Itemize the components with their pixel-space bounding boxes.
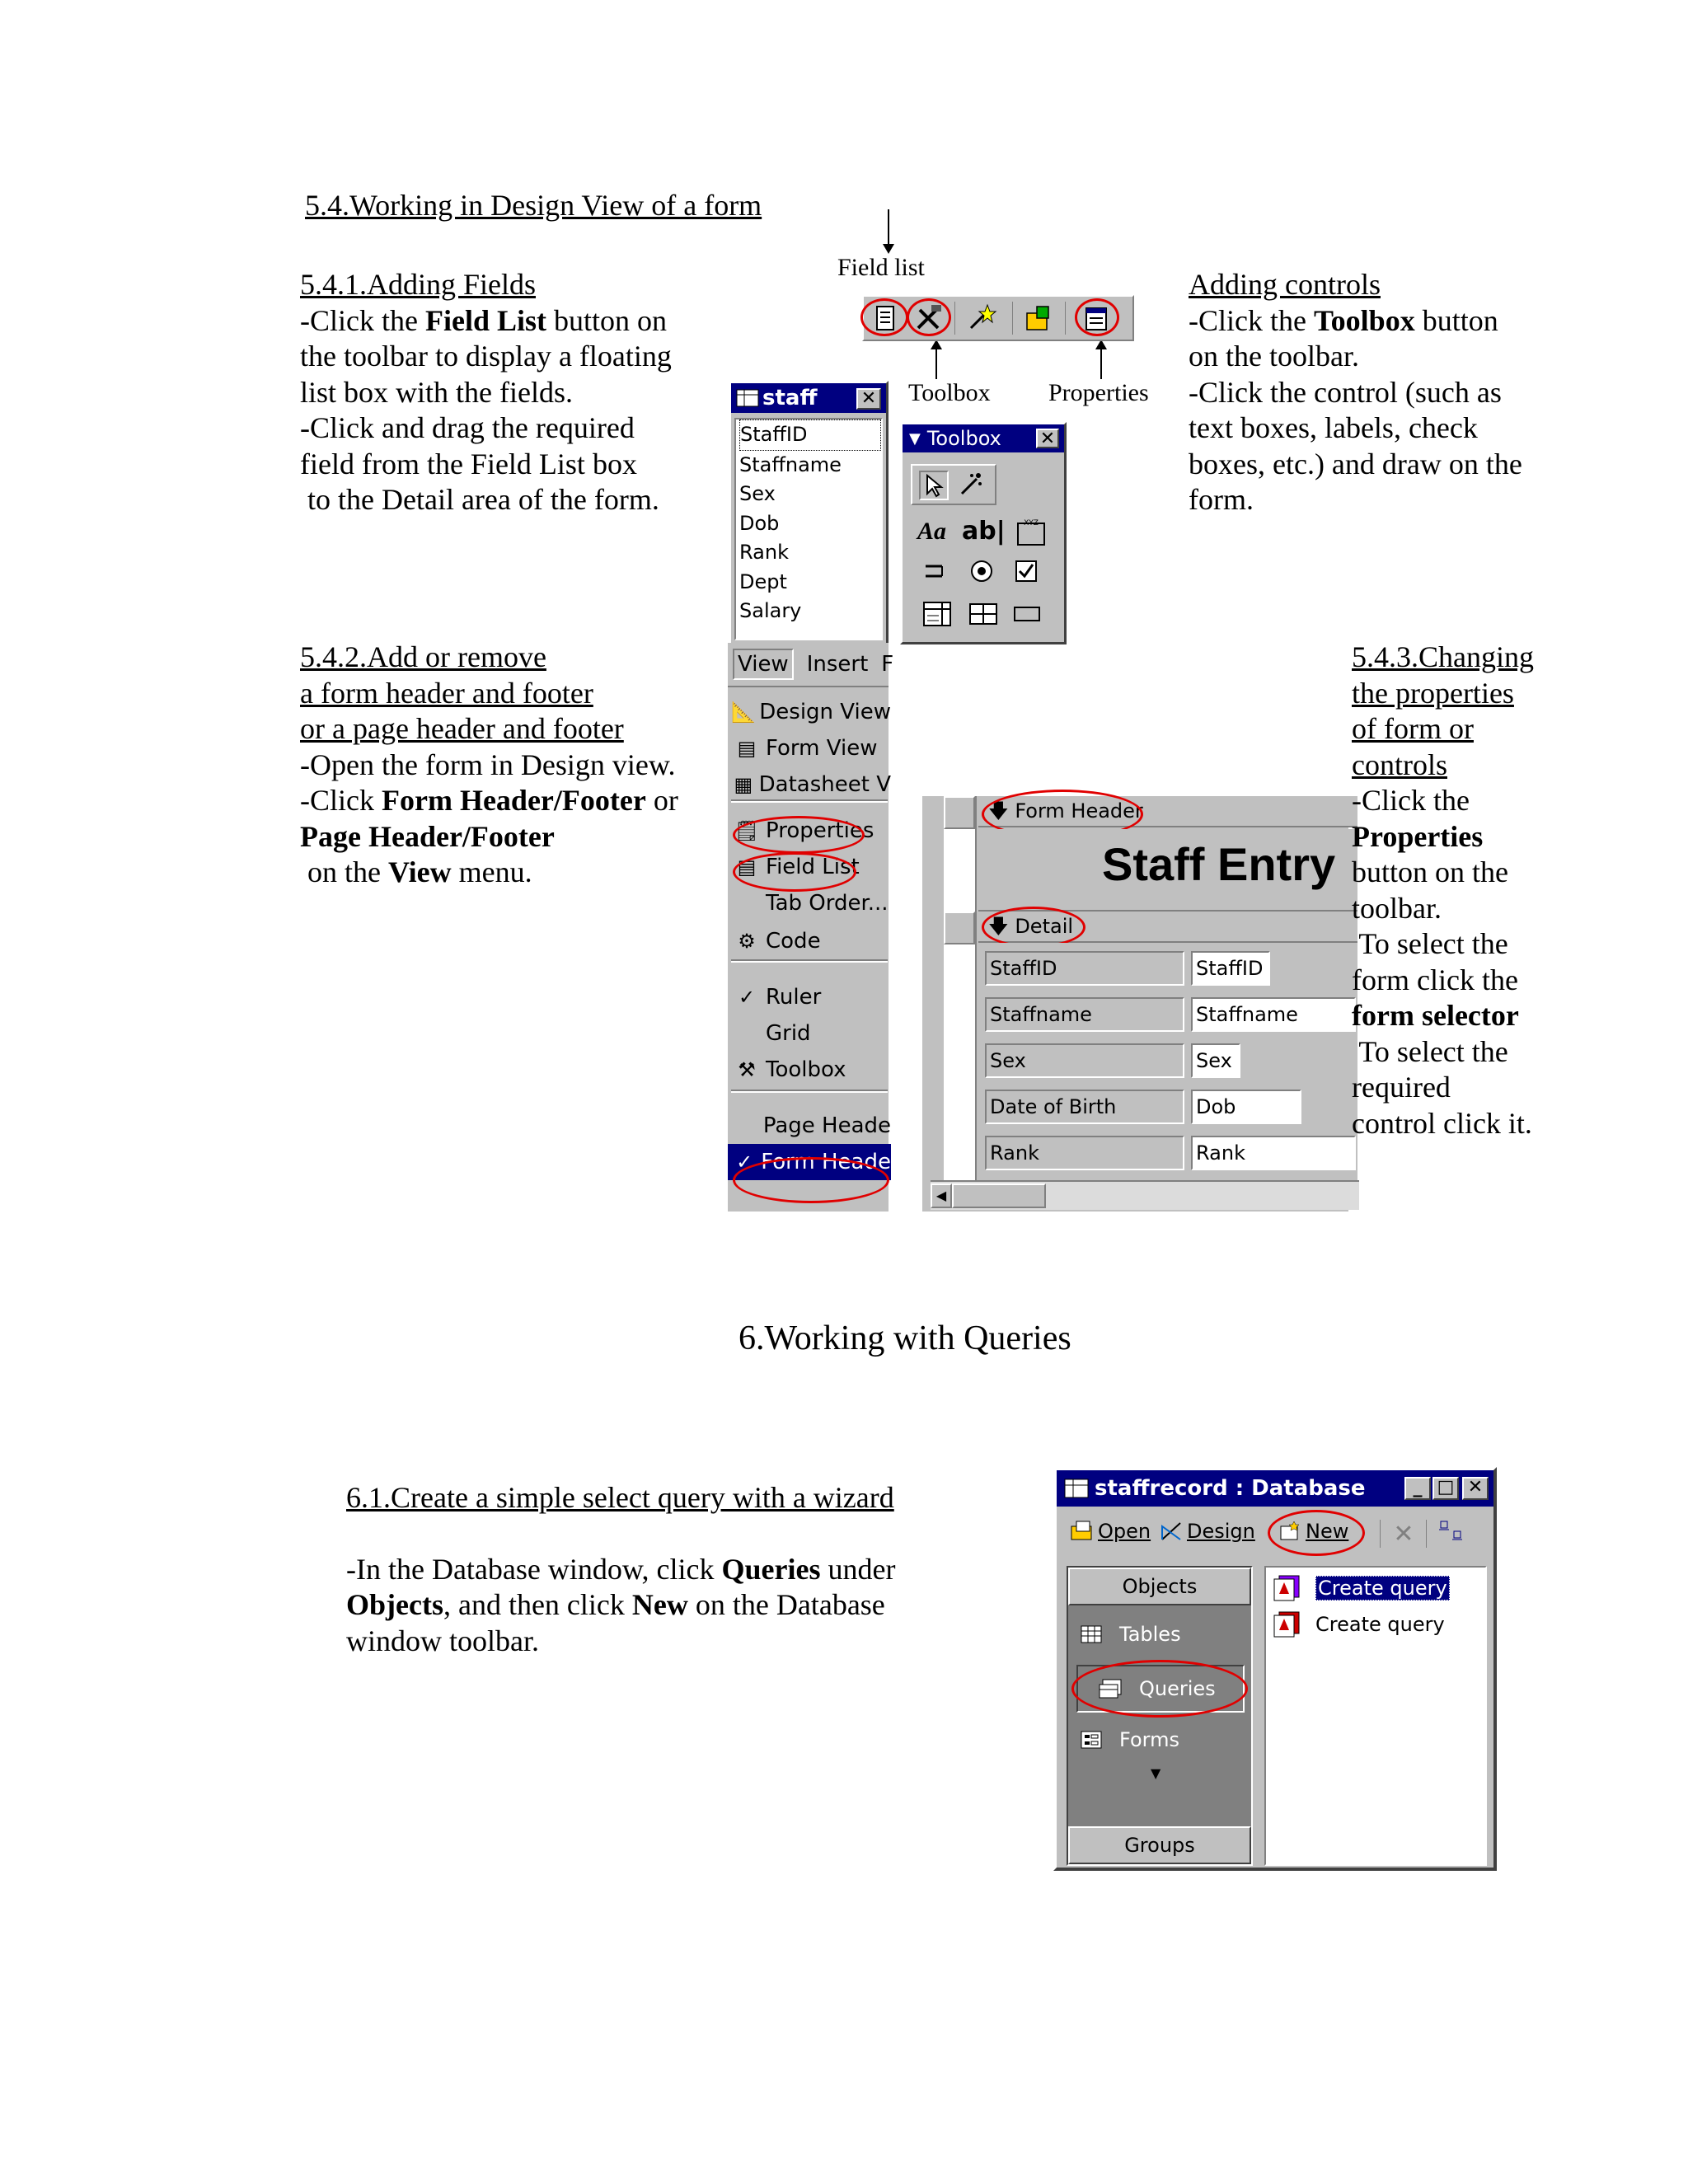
toolbar-separator [1380, 1520, 1381, 1548]
field-list-item[interactable]: Staffname [739, 452, 842, 476]
design-button[interactable]: Design [1159, 1520, 1255, 1543]
menu-item-label: Toolbox [766, 1057, 846, 1082]
horizontal-scrollbar[interactable] [931, 1180, 1359, 1210]
menu-item[interactable] [728, 1015, 891, 1052]
view-icons-icon [1436, 1518, 1469, 1548]
design-icon [1159, 1520, 1184, 1543]
checkbox-icon [1011, 556, 1041, 586]
design-view-icon: 📐 [731, 701, 757, 724]
adding-fields-heading: 5.4.1.Adding Fields [300, 268, 537, 301]
list-box-icon [967, 599, 1000, 629]
form-design-screenshot [920, 796, 1348, 1212]
close-icon: ✕ [1039, 429, 1056, 449]
text-box-control[interactable]: Dob [1191, 1090, 1301, 1124]
code-button[interactable] [1022, 302, 1055, 335]
menu-item-label: Ruler [766, 985, 822, 1010]
autoformat-button[interactable] [964, 302, 997, 335]
code-icon [1022, 302, 1055, 335]
close-icon: ✕ [860, 388, 877, 409]
adding-fields-line: -Click the Field List button on [300, 303, 667, 337]
control-wizards-tool[interactable] [957, 471, 987, 500]
check-icon: ✓ [738, 986, 756, 1009]
label-tool[interactable]: Aa [917, 518, 947, 545]
database-title: staffrecord : Database [1095, 1476, 1366, 1501]
properties-line: form selector [1352, 999, 1519, 1032]
menu-item[interactable] [728, 1052, 891, 1088]
create-query-icon [1273, 1574, 1302, 1602]
adding-controls-block [1189, 267, 1551, 518]
datasheet-icon: ▦ [734, 773, 753, 796]
control-label[interactable]: Date of Birth [985, 1090, 1184, 1124]
properties-heading: of form or [1352, 712, 1474, 745]
menu-item-label: Grid [766, 1021, 811, 1046]
view-menu-screenshot [725, 643, 894, 1212]
toolbox-window [900, 422, 1067, 644]
objects-bar [1067, 1566, 1253, 1866]
header-footer-heading: a form header and footer [300, 676, 593, 710]
list-item[interactable]: Create query [1273, 1574, 1450, 1602]
database-toolbar [1057, 1510, 1493, 1558]
form-selector[interactable] [944, 796, 975, 829]
header-footer-heading: 5.4.2.Add or remove [300, 640, 546, 673]
field-list-item[interactable]: Dob [739, 511, 780, 535]
properties-line: To select the [1352, 1034, 1508, 1068]
menu-view[interactable]: View [733, 649, 794, 680]
command-button-tool[interactable] [1011, 599, 1044, 629]
highlight-oval [1268, 1510, 1365, 1556]
header-footer-line: -Open the form in Design view. [300, 748, 676, 781]
highlight-oval [733, 816, 865, 854]
toolbar-separator [954, 302, 955, 335]
callout-toolbox: Toolbox [908, 379, 991, 406]
toolbar-separator [1012, 302, 1013, 335]
callout-field-list: Field list [837, 254, 925, 281]
scroll-thumb[interactable] [952, 1183, 1046, 1208]
large-icons-button[interactable] [1436, 1518, 1469, 1548]
close-icon: ✕ [1467, 1477, 1484, 1497]
field-list-box [734, 418, 883, 640]
menu-separator [731, 959, 888, 963]
form-view-icon: ▤ [737, 737, 757, 760]
properties-line: required [1352, 1071, 1451, 1104]
callout-arrows [824, 198, 1154, 387]
adding-controls-line: form. [1189, 483, 1254, 516]
properties-heading: 5.4.3.Changing [1352, 640, 1534, 673]
menu-format[interactable]: F [881, 652, 894, 677]
objects-tables[interactable]: Tables [1080, 1615, 1245, 1653]
control-label[interactable]: Sex [985, 1043, 1184, 1078]
table-icon [1080, 1624, 1103, 1644]
query-wizard-line: -In the Database window, click Queries under [346, 1552, 896, 1586]
menu-item-label: Form View [766, 736, 878, 761]
form-header-area [978, 829, 1357, 910]
database-titlebar [1057, 1470, 1493, 1507]
combo-box-icon [921, 599, 954, 629]
scroll-left-icon: ◀ [935, 1188, 947, 1203]
query-wizard-block [346, 1480, 973, 1659]
properties-line: toolbar. [1352, 891, 1442, 925]
menu-item-label: Form Heade [761, 1150, 891, 1174]
list-item[interactable]: Create query [1273, 1610, 1445, 1638]
text-box-control[interactable]: Staffname [1191, 997, 1356, 1032]
objects-header-button[interactable]: Objects [1068, 1568, 1251, 1605]
select-object-tool[interactable] [919, 471, 949, 500]
menu-insert[interactable]: Insert [806, 652, 869, 677]
toolbox-title: Toolbox [926, 427, 1001, 450]
highlight-oval [733, 852, 856, 892]
header-footer-line: Page Header/Footer [300, 819, 555, 853]
open-button[interactable]: Open [1070, 1520, 1151, 1543]
toolbar-separator [1065, 302, 1066, 335]
menu-separator [731, 799, 888, 803]
toolbar-separator [1426, 1520, 1427, 1548]
option-group-icon [1015, 515, 1048, 548]
highlight-oval [733, 1157, 889, 1203]
database-items-list [1264, 1566, 1487, 1866]
form-header-label: Form Header [1015, 799, 1143, 823]
option-button-tool[interactable] [967, 556, 996, 586]
menu-item[interactable] [728, 979, 891, 1015]
maximize-button[interactable] [1432, 1477, 1459, 1500]
highlight-oval [907, 298, 951, 336]
check-icon: ✓ [736, 1151, 753, 1174]
toggle-icon [921, 556, 950, 586]
adding-controls-line: -Click the Toolbox button [1189, 303, 1498, 337]
properties-icon: 🗒 [734, 819, 760, 842]
command-button-icon [1011, 599, 1044, 629]
vertical-ruler [944, 796, 977, 1180]
form-title[interactable]: Staff Entry [1102, 838, 1336, 890]
highlight-oval [1071, 1660, 1248, 1718]
detail-area [978, 943, 1357, 1182]
menu-item-label: Properties [766, 818, 874, 843]
adding-fields-line: field from the Field List box [300, 447, 637, 480]
delete-button[interactable] [1390, 1520, 1418, 1548]
field-list-item[interactable]: Salary [739, 599, 802, 622]
adding-fields-block [300, 267, 729, 518]
section-heading-5-4: 5.4.Working in Design View of a form [305, 189, 762, 222]
header-footer-block [300, 640, 712, 891]
combo-box-tool[interactable] [921, 599, 954, 629]
new-button[interactable]: New [1278, 1520, 1348, 1543]
menu-item[interactable] [728, 766, 891, 803]
properties-heading: controls [1352, 748, 1447, 781]
scroll-down-icon[interactable]: ▼ [1151, 1765, 1161, 1781]
adding-controls-line: boxes, etc.) and draw on the [1189, 447, 1522, 480]
adding-fields-line: list box with the fields. [300, 375, 573, 409]
minimize-button[interactable] [1404, 1477, 1431, 1500]
adding-controls-line: on the toolbar. [1189, 340, 1359, 373]
check-box-tool[interactable] [1011, 556, 1041, 586]
toolbox-titlebar [903, 424, 1064, 452]
close-button[interactable] [1462, 1477, 1489, 1500]
field-list-item[interactable]: StaffID [739, 419, 881, 451]
adding-fields-line: the toolbar to display a floating [300, 340, 672, 373]
menu-item[interactable] [728, 1108, 891, 1144]
field-list-window [729, 381, 889, 646]
objects-forms[interactable]: Forms [1080, 1721, 1245, 1759]
properties-line: To select the [1352, 927, 1508, 960]
highlight-oval [1075, 298, 1119, 336]
section-arrow-icon: 🡇 [988, 799, 1009, 823]
toolbox-top-row [911, 464, 996, 505]
menu-item-label: Datasheet V [758, 772, 891, 797]
menu-item[interactable] [728, 730, 891, 766]
header-footer-heading: or a page header and footer [300, 712, 624, 745]
menu-item-label: Code [766, 929, 821, 954]
adding-fields-line: to the Detail area of the form. [300, 483, 659, 516]
menu-item-label: Design View [759, 700, 891, 724]
query-wizard-heading: 6.1.Create a simple select query with a wizard [346, 1481, 894, 1514]
callout-properties: Properties [1048, 379, 1149, 406]
text-box-control[interactable]: StaffID [1191, 951, 1270, 986]
highlight-oval [982, 907, 1085, 948]
menu-item[interactable] [728, 694, 891, 730]
wand-icon [964, 302, 997, 335]
menu-separator [731, 1090, 888, 1093]
section-selector[interactable] [944, 912, 975, 944]
database-window [1053, 1467, 1497, 1871]
text-box-tool[interactable]: ab| [962, 517, 1006, 546]
header-footer-line: -Click Form Header/Footer or [300, 784, 678, 817]
header-footer-line: on the View menu. [300, 855, 532, 888]
maximize-icon: □ [1437, 1477, 1455, 1497]
properties-line: Properties [1352, 819, 1484, 853]
field-list-item[interactable]: Rank [739, 541, 789, 564]
properties-line: control click it. [1352, 1106, 1532, 1140]
close-button[interactable] [856, 388, 881, 410]
menu-item-label: Field List [766, 855, 860, 879]
field-list-titlebar [731, 383, 886, 413]
menu-item-label: Page Heade [762, 1113, 891, 1138]
control-label[interactable]: StaffID [985, 951, 1184, 986]
properties-line: form click the [1352, 963, 1518, 996]
groups-button[interactable]: Groups [1068, 1826, 1251, 1864]
properties-block [1352, 640, 1566, 1141]
field-list-title: staff [762, 386, 818, 410]
delete-icon: ✕ [1393, 1520, 1414, 1549]
control-label[interactable]: Staffname [985, 997, 1184, 1032]
adding-controls-line: text boxes, labels, check [1189, 411, 1478, 444]
hammer-wrench-icon: ⚒ [738, 1058, 756, 1081]
menu-item[interactable] [728, 923, 891, 959]
adding-fields-line: -Click and drag the required [300, 411, 635, 444]
objects-queries[interactable]: Queries [1076, 1665, 1245, 1713]
pointer-icon [921, 472, 947, 499]
properties-line: button on the [1352, 855, 1508, 888]
form-design-toolbar [862, 295, 1134, 341]
properties-line: -Click the [1352, 784, 1470, 817]
radio-icon [967, 556, 996, 586]
option-group-tool[interactable] [1015, 515, 1048, 548]
query-wizard-line: window toolbar. [346, 1624, 539, 1657]
text-box-control[interactable]: Rank [1191, 1136, 1356, 1170]
section-heading-6: 6.Working with Queries [738, 1319, 1071, 1357]
adding-controls-line: -Click the control (such as [1189, 375, 1502, 409]
dropdown-arrow-icon: ▼ [909, 429, 921, 448]
menu-item-label: Tab Order... [766, 891, 889, 916]
svg-text:XYZ: XYZ [1024, 519, 1039, 527]
scroll-left-button[interactable] [931, 1183, 952, 1208]
menu-bar [728, 643, 894, 687]
code-icon: ⚙ [738, 930, 756, 953]
section-arrow-icon: 🡇 [988, 915, 1009, 938]
control-label[interactable]: Rank [985, 1136, 1184, 1170]
highlight-oval [860, 298, 908, 336]
field-list-item[interactable]: Dept [739, 569, 787, 593]
wand-icon [957, 471, 983, 497]
field-list-icon: ▤ [737, 855, 757, 879]
field-list-item[interactable]: Sex [739, 482, 776, 505]
adding-controls-heading: Adding controls [1189, 268, 1381, 301]
minimize-icon: _ [1413, 1477, 1423, 1497]
query-wizard-line: Objects, and then click New on the Database [346, 1588, 885, 1621]
table-icon [736, 389, 759, 407]
open-icon [1070, 1520, 1095, 1543]
detail-label: Detail [1015, 915, 1074, 938]
list-box-tool[interactable] [967, 599, 1000, 629]
create-query-icon [1273, 1610, 1302, 1638]
database-icon [1063, 1478, 1090, 1499]
toggle-button-tool[interactable] [921, 556, 950, 586]
form-icon [1080, 1730, 1103, 1750]
properties-heading: the properties [1352, 676, 1514, 710]
text-box-control[interactable]: Sex [1191, 1043, 1240, 1078]
close-button[interactable] [1036, 429, 1059, 448]
